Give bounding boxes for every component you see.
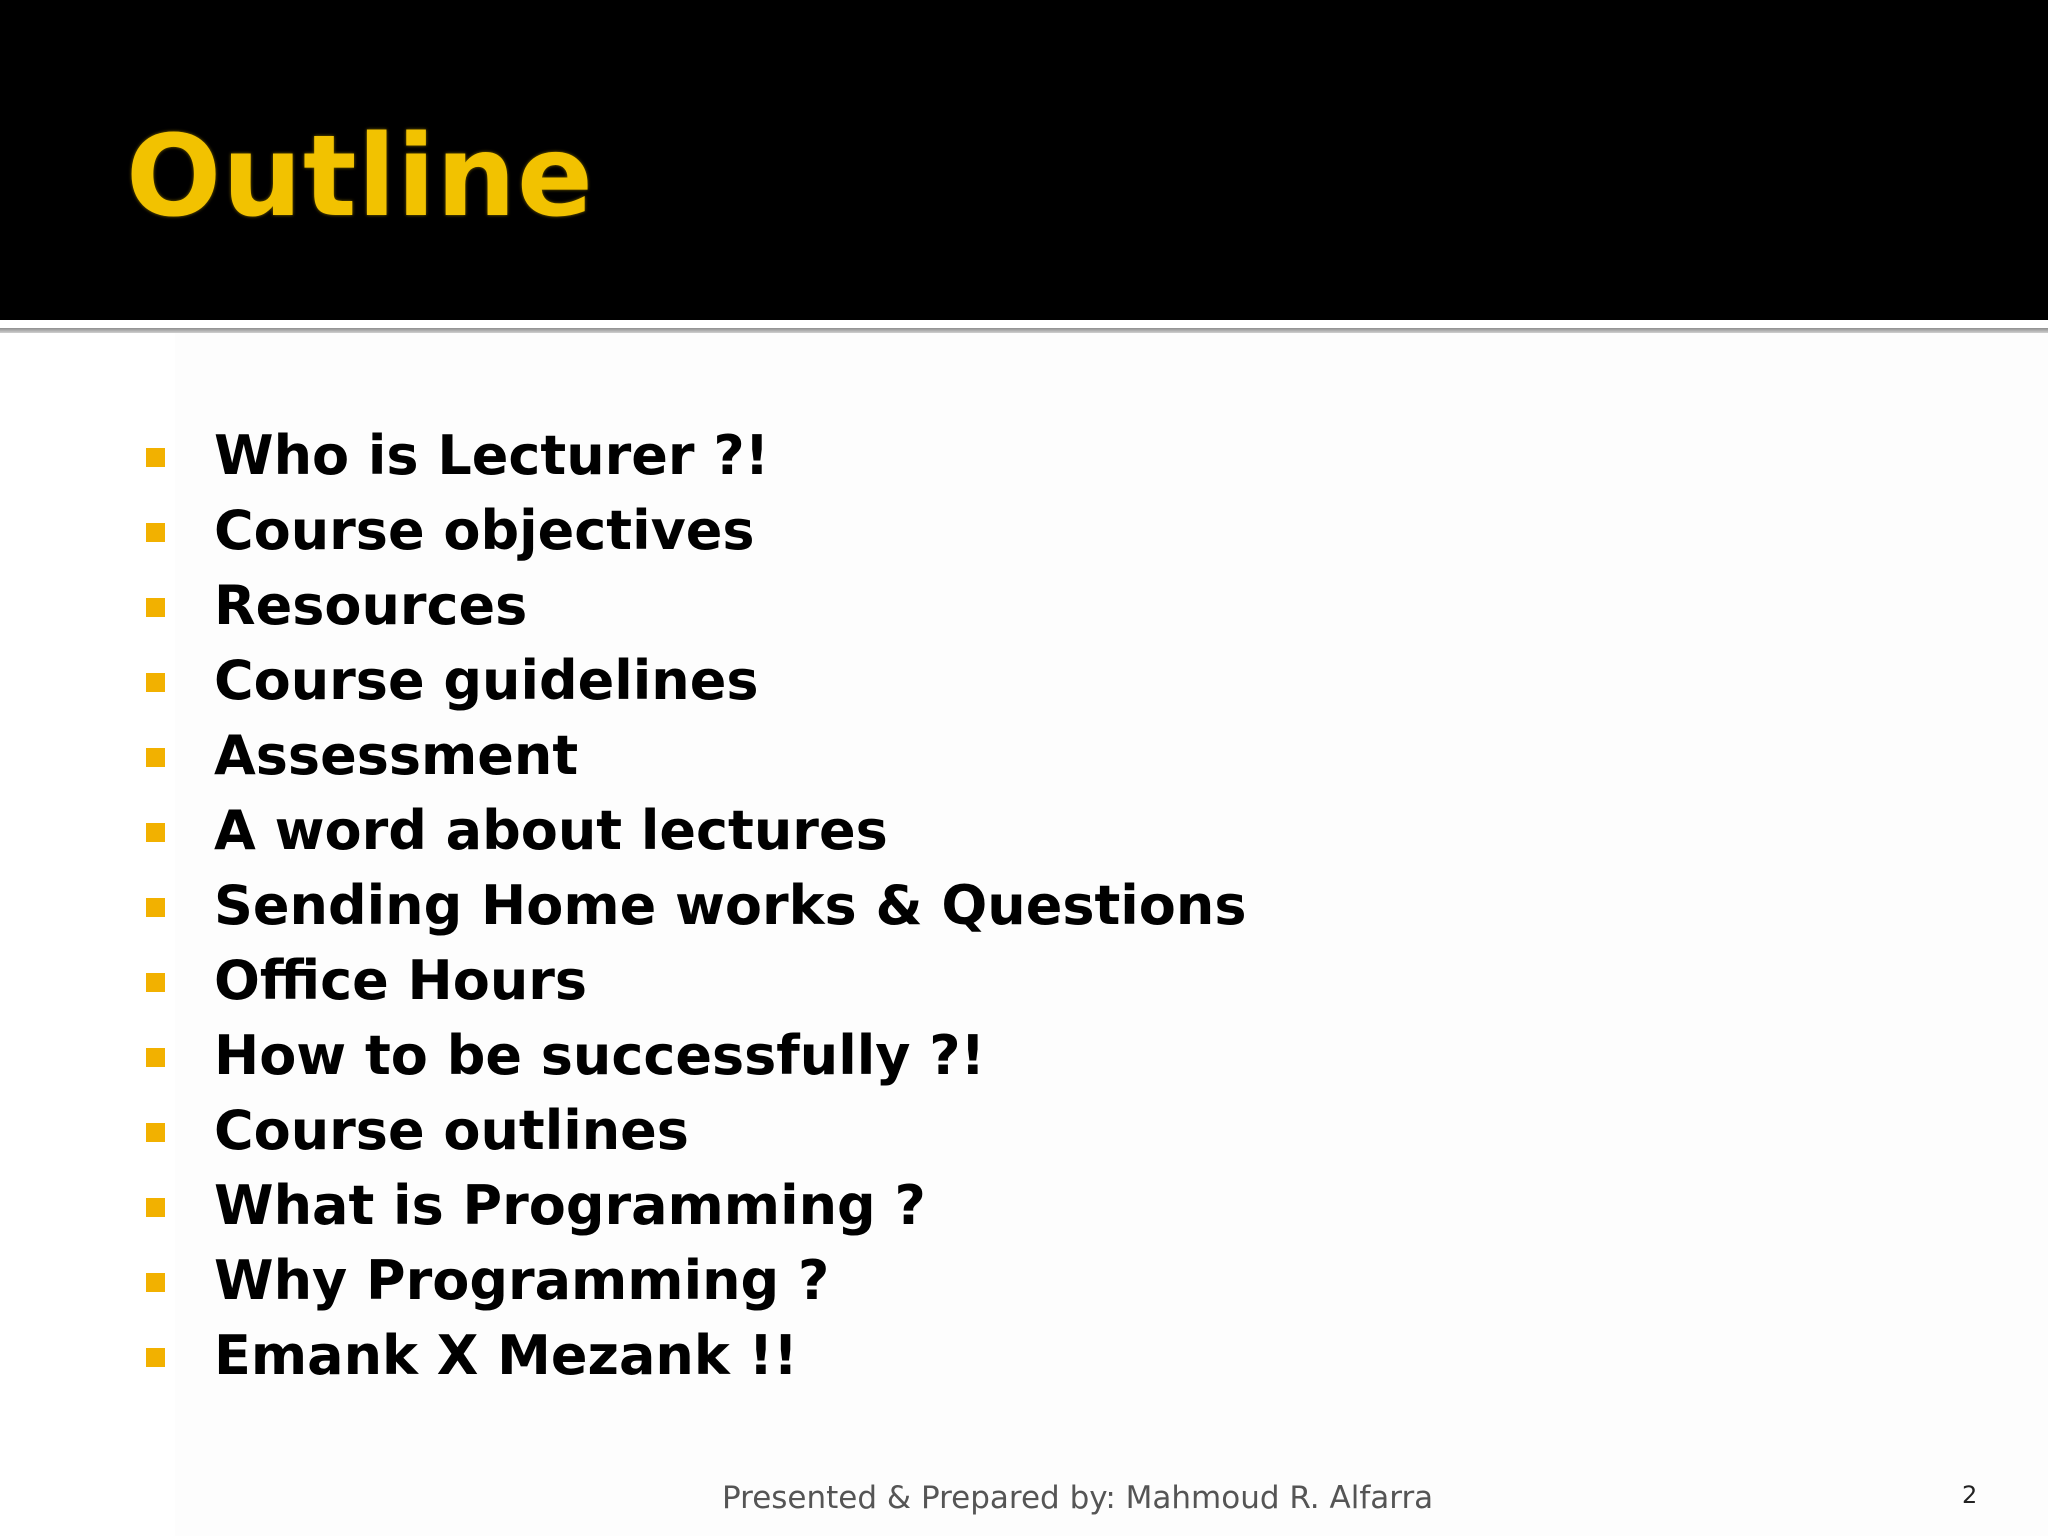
outline-item-label: Resources <box>214 574 528 637</box>
slide-title: Outline <box>126 112 594 242</box>
slide-page-number: 2 <box>1962 1481 1978 1509</box>
square-bullet-icon <box>146 748 165 767</box>
square-bullet-icon <box>146 1348 165 1367</box>
square-bullet-icon <box>146 523 165 542</box>
outline-item-label: Why Programming ? <box>214 1249 830 1312</box>
outline-item-label: Course objectives <box>214 499 755 562</box>
outline-item-label: Emank X Mezank !! <box>214 1324 798 1387</box>
square-bullet-icon <box>146 1048 165 1067</box>
outline-item-label: How to be successfully ?! <box>214 1024 986 1087</box>
outline-item-label: Assessment <box>214 724 579 787</box>
square-bullet-icon <box>146 1123 165 1142</box>
outline-item-label: Course outlines <box>214 1099 689 1162</box>
outline-item-label: Who is Lecturer ?! <box>214 424 770 487</box>
outline-item-label: Office Hours <box>214 949 588 1012</box>
outline-item-label: What is Programming ? <box>214 1174 926 1237</box>
square-bullet-icon <box>146 448 165 467</box>
outline-item-label: A word about lectures <box>214 799 888 862</box>
outline-item-label: Course guidelines <box>214 649 759 712</box>
square-bullet-icon <box>146 1273 165 1292</box>
square-bullet-icon <box>146 673 165 692</box>
square-bullet-icon <box>146 898 165 917</box>
title-divider-highlight <box>0 320 2048 328</box>
slide-footer: Presented & Prepared by: Mahmoud R. Alfarra <box>722 1480 1434 1516</box>
square-bullet-icon <box>146 823 165 842</box>
square-bullet-icon <box>146 598 165 617</box>
square-bullet-icon <box>146 1198 165 1217</box>
outline-item-label: Sending Home works & Questions <box>214 874 1247 937</box>
square-bullet-icon <box>146 973 165 992</box>
